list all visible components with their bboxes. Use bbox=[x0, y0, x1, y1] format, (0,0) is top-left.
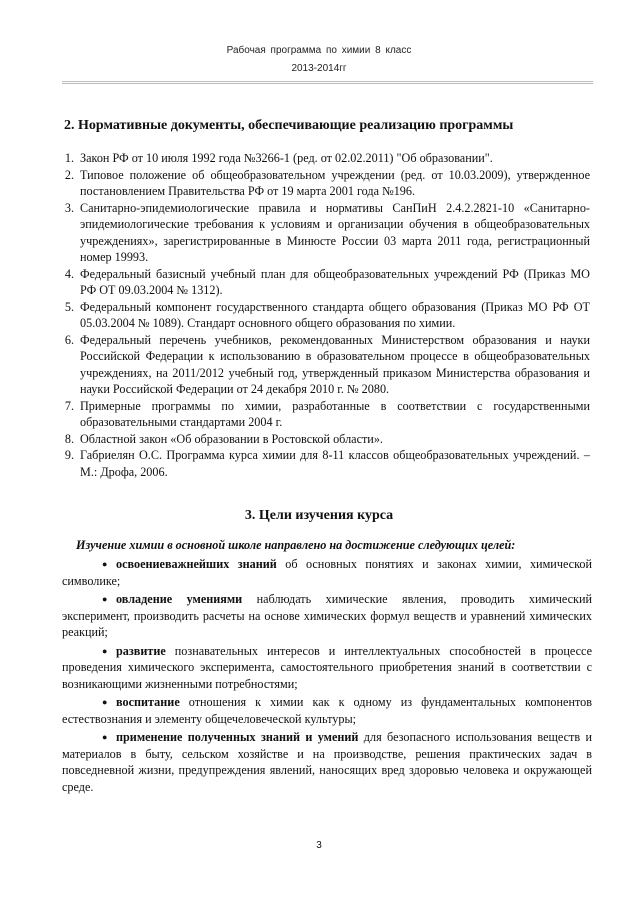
bullet-icon: ● bbox=[102, 732, 108, 742]
goal-keyword: овладение умениями bbox=[116, 592, 243, 606]
goal-item bbox=[62, 556, 592, 589]
list-item bbox=[50, 266, 590, 299]
goal-item bbox=[62, 591, 592, 641]
list-item-number: 5. bbox=[64, 299, 74, 314]
goal-item bbox=[62, 694, 592, 727]
goal-item bbox=[62, 643, 592, 693]
list-item-text: Областной закон «Об образовании в Ростовской области». bbox=[80, 431, 383, 446]
list-item-text: Примерные программы по химии, разработанные в соответствии с государственными образовательными стандартами 2004 г. bbox=[80, 398, 590, 429]
section-2-heading: 2. Нормативные документы, обеспечивающие реализацию программы bbox=[64, 118, 514, 133]
bullet-icon: ● bbox=[102, 594, 108, 604]
list-item-text: Санитарно-эпидемиологические правила и нормативы СанПиН 2.4.2.2821-10 «Санитарно-эпидемиологические требования к условиям и организации обучения в общеобразовательных учреждениях», зарегистрированные в Минюсте России 03 марта 2011 года, регистрационный номер 19993. bbox=[80, 200, 590, 264]
header-years: 2013-2014гг bbox=[291, 63, 347, 74]
list-item-number: 3. bbox=[64, 200, 74, 215]
list-item-number: 8. bbox=[64, 431, 74, 446]
list-item-text: Закон РФ от 10 июля 1992 года №3266-1 (ред. от 02.02.2011) "Об образовании". bbox=[80, 151, 493, 165]
goal-text: для безопасного использования веществ и материалов в быту, сельском хозяйстве и на производстве, решения практических задач в повседневной жизни, предупреждения явлений, наносящих вред здоровью человека и окружающей среде. bbox=[62, 730, 592, 794]
list-item bbox=[50, 299, 590, 332]
header-rule-bottom bbox=[62, 83, 593, 84]
list-item bbox=[50, 398, 590, 431]
list-item-text: Федеральный базисный учебный план для общеобразовательных учреждений РФ (Приказ МО РФ ОТ 09.03.2004 № 1312). bbox=[80, 266, 590, 297]
goal-text: наблюдать химические явления, проводить химический эксперимент, производить расчеты на основе химических формул веществ и уравнений химических реакций; bbox=[62, 592, 593, 639]
goal-text: об основных понятиях и законах химии, химической символике; bbox=[62, 557, 592, 588]
header-rule-top bbox=[62, 81, 593, 82]
course-goals-list bbox=[62, 556, 592, 797]
list-item bbox=[50, 447, 590, 480]
list-item-number: 1. bbox=[64, 151, 74, 165]
bullet-icon: ● bbox=[102, 559, 108, 569]
section-3-heading: 3. Цели изучения курса bbox=[244, 508, 394, 523]
normative-documents-list bbox=[50, 150, 590, 480]
list-item bbox=[50, 332, 590, 398]
list-item-text: Федеральный компонент государственного стандарта общего образования (Приказ МО РФ ОТ 05.03.2004 № 1089). Стандарт основного общего образования по химии. bbox=[80, 299, 590, 330]
list-item-text: Федеральный перечень учебников, рекомендованных Министерством образования и науки Российской Федерации к использованию в образовательном процессе в общеобразовательных учреждениях, на 2011/2012 учебный год, утвержденный приказом Министерства образования и науки Российской Федерации от 24 декабря 2010 г. № 2080. bbox=[80, 332, 590, 396]
list-item-number: 6. bbox=[64, 332, 74, 347]
bullet-icon: ● bbox=[102, 697, 108, 707]
goal-item bbox=[62, 729, 592, 795]
goal-keyword: развитие bbox=[116, 643, 166, 658]
header-title: Рабочая программа по химии 8 класс bbox=[226, 45, 412, 56]
page-number: 3 bbox=[316, 840, 322, 851]
goal-keyword: освоениеважнейших знаний bbox=[116, 557, 277, 571]
goal-keyword: применение полученных знаний и умений bbox=[116, 730, 359, 744]
list-item bbox=[50, 167, 590, 200]
goal-keyword: воспитание bbox=[116, 695, 180, 709]
list-item-number: 9. bbox=[64, 448, 74, 462]
goal-text: познавательных интересов и интеллектуальных способностей в процессе проведения химического эксперимента, самостоятельного приобретения знаний в соответствии с возникающими жизненными потребностями; bbox=[62, 643, 592, 691]
list-item bbox=[50, 431, 590, 448]
goals-intro: Изучение химии в основной школе направлено на достижение следующих целей: bbox=[76, 538, 516, 552]
goal-text: отношения к химии как к одному из фундаментальных компонентов естествознания и элементу общечеловеческой культуры; bbox=[62, 695, 592, 726]
bullet-icon: ● bbox=[102, 645, 108, 656]
list-item bbox=[50, 200, 590, 266]
list-item-text: Типовое положение об общеобразовательном учреждении (ред. от 10.03.2009), утвержденное постановлением Правительства РФ от 19 марта 2001 года №196. bbox=[80, 167, 590, 198]
list-item-number: 2. bbox=[64, 167, 74, 182]
list-item-text: Габриелян О.С. Программа курса химии для 8-11 классов общеобразовательных учреждений. – М.: Дрофа, 2006. bbox=[80, 448, 590, 479]
list-item-number: 4. bbox=[64, 266, 74, 281]
list-item bbox=[50, 150, 590, 167]
list-item-number: 7. bbox=[64, 398, 74, 413]
